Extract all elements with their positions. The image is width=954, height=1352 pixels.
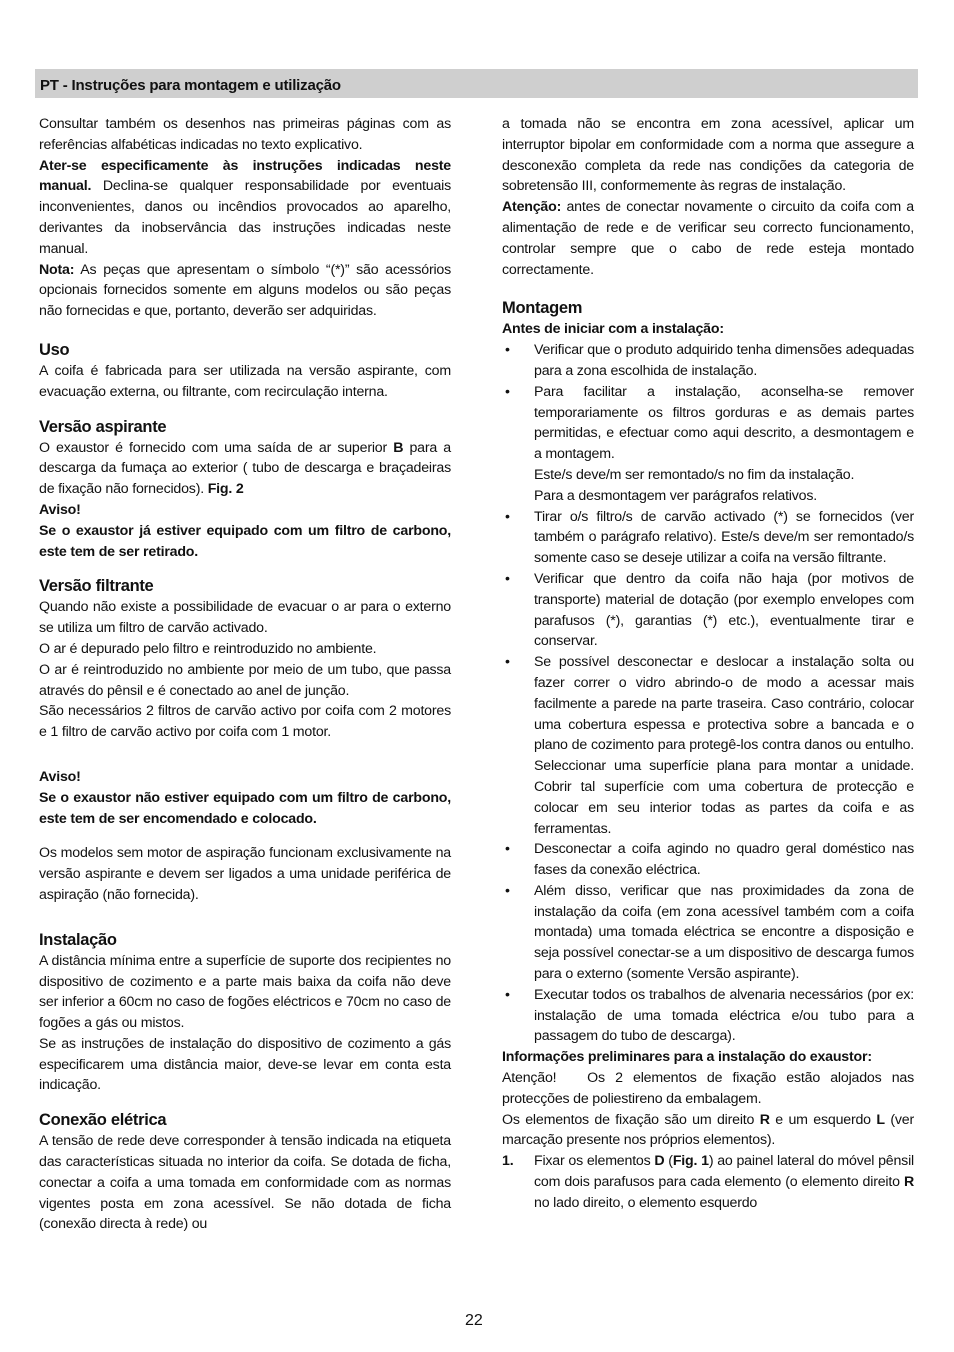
list-item: [502, 652, 914, 839]
list-item: [502, 340, 914, 382]
versao-aspirante-text: [39, 438, 451, 500]
label-l: L: [876, 1111, 885, 1128]
atencao-text: antes de conectar novamente o circuito da coifa com a alimentação de rede e de verificar seu correcto funcionamento, controlar sempre que o cabo de rede esteja montado correctamente.: [502, 199, 914, 278]
filtrante-p5: Os modelos sem motor de aspiração funcionam exclusivamente na versão aspirante e devem ser ligados a uma unidade periférica de aspiração (não fornecida).: [39, 845, 451, 903]
prelim-text-c: (ver marcação presente nos próprios elementos).: [502, 1111, 914, 1149]
montagem-subtitle: Antes de iniciar com a instalação:: [502, 321, 724, 338]
bullet-mark: •: [505, 570, 510, 587]
list-item-text: Executar todos os trabalhos de alvenaria necessários (por ex: instalação de uma tomada eléctrica e/ou tubo para a passagem do tubo de descarga).: [534, 986, 914, 1045]
fig-reference: Fig. 2: [207, 481, 244, 498]
list-item: [502, 382, 914, 507]
conexao-p1-continued: a tomada não se encontra em zona acessível, aplicar um interruptor bipolar em conformidade com a norma que assegure a desconexão completa da rede nas condições da categoria de sobretensão III, conformemente às regras de instalação.: [502, 116, 914, 195]
bullet-mark: •: [505, 841, 510, 858]
intro-paragraph: Consultar também os desenhos nas primeiras páginas com as referências alfabéticas indicadas no texto explicativo.: [39, 116, 451, 153]
bullet-mark: •: [505, 654, 510, 671]
filtrante-p2: O ar é depurado pelo filtro e reintroduzido no ambiente.: [39, 640, 377, 657]
list-item-text: Desconectar a coifa agindo no quadro geral doméstico nas fases da conexão eléctrica.: [534, 841, 914, 879]
instalacao-p1: A distância mínima entre a superfície de suporte dos recipientes no dispositivo de cozimento e a parte mais baixa da coifa não deve ser inferior a 60cm no caso de fogões eléctricos e 70cm no caso de fogões a gás ou mistos.: [39, 952, 451, 1032]
note-label: Nota:: [39, 261, 75, 278]
conexao-p1: A tensão de rede deve corresponder à tensão indicada na etiqueta das características situada no interior da coifa. Se dotada de ficha, conectar a coifa a uma tomada em conformidade com as normas vigentes posta em zona acessível. Se não dotada de ficha (conexão directa à rede) ou: [39, 1133, 451, 1233]
heading-montagem: Montagem: [502, 299, 583, 318]
step-text-c: ) ao painel lateral do móvel pênsil com dois parafusos para cada elemento (o elemento direito: [534, 1153, 914, 1191]
right-column: [502, 114, 918, 1214]
label-b: B: [393, 439, 404, 456]
list-item-text: Tirar o/s filtro/s de carvão activado (*) se fornecidos (ver também o parágrafo relativo). Este/s deve/m ser remontado/s somente caso se deseje utilizar a coifa na versão filtrante.: [534, 508, 914, 567]
aspirante-text-2: para a descarga da fumaça ao exterior ( tubo de descarga e braçadeiras de fixação não fornecidos).: [39, 439, 451, 498]
instalacao-p2: Se as instruções de instalação do dispositivo de cozimento a gás especificarem uma distância maior, deve-se levar em conta esta indicação.: [39, 1035, 451, 1094]
label-r: R: [759, 1111, 770, 1128]
heading-uso: Uso: [39, 340, 70, 359]
heading-conexao-eletrica: Conexão elétrica: [39, 1111, 167, 1130]
step-text-b: (: [664, 1153, 673, 1170]
heading-versao-filtrante: Versão filtrante: [39, 577, 154, 596]
list-item-extra: Para a desmontagem ver parágrafos relativos.: [534, 487, 817, 504]
intro-note: [39, 260, 451, 322]
aviso-label-2: Aviso!: [39, 768, 81, 785]
uso-text: A coifa é fabricada para ser utilizada na versão aspirante, com evacuação externa, ou filtrante, com recirculação interna.: [39, 362, 451, 400]
conexao-atencao: [502, 197, 914, 280]
list-item: [502, 839, 914, 881]
list-item-text: Para facilitar a instalação, aconselha-se remover temporariamente os filtros gorduras e as demais partes permitidas, e efectuar como aqui descrito, a desmontagem e a montagem.: [534, 383, 914, 463]
section-header: [35, 69, 918, 98]
list-item-extra: Este/s deve/m ser remontado/s no fim da instalação.: [534, 466, 855, 483]
disclaimer-text: Declina-se qualquer responsabilidade por eventuais inconvenientes, danos ou incêndios provocados ao aparelho, derivantes da inobservância das instruções indicadas neste manual.: [39, 178, 451, 257]
list-item-text: Verificar que o produto adquirido tenha dimensões adequadas para a zona escolhida de instalação.: [534, 342, 914, 379]
list-item: [502, 507, 914, 569]
prelim-title: Informações preliminares para a instalação do exaustor:: [502, 1049, 872, 1066]
list-item: [502, 985, 914, 1047]
filtrante-p3: O ar é reintroduzido no ambiente por meio de um tubo, que passa através do pênsil e é conectado ao anel de junção.: [39, 661, 451, 699]
left-column: [39, 114, 451, 1235]
step-item: [502, 1151, 914, 1213]
bullet-mark: •: [505, 383, 510, 400]
label-r: R: [903, 1174, 914, 1191]
bullet-mark: •: [505, 508, 510, 525]
page-number: 22: [465, 1312, 483, 1329]
atencao-label: Atenção:: [502, 199, 562, 216]
section-title: PT - Instruções para montagem e utilização: [40, 77, 341, 94]
label-d: D: [654, 1153, 665, 1170]
step-text-d: no lado direito, o elemento esquerdo: [534, 1194, 758, 1211]
prelim-p1: Atenção! Os 2 elementos de fixação estão alojados nas protecções de poliestireno da embalagem.: [502, 1070, 918, 1107]
bullet-mark: •: [505, 882, 510, 899]
filtrante-p4: São necessários 2 filtros de carvão activo por coifa com 2 motores e 1 filtro de carvão activo por coifa com 1 motor.: [39, 703, 451, 741]
aspirante-text-1: O exaustor é fornecido com uma saída de ar superior: [39, 439, 394, 456]
list-item: [502, 569, 914, 652]
heading-versao-aspirante: Versão aspirante: [39, 417, 167, 436]
prelim-p2: [502, 1110, 914, 1152]
prelim-text-a: Os elementos de fixação são um direito: [502, 1111, 760, 1128]
aspirante-warning: Se o exaustor já estiver equipado com um filtro de carbono, este tem de ser retirado.: [39, 522, 451, 560]
intro-disclaimer: [39, 156, 451, 260]
heading-instalacao: Instalação: [39, 930, 117, 949]
list-item: [502, 881, 914, 985]
bullet-mark: •: [505, 986, 510, 1003]
step-text-a: Fixar os elementos: [534, 1153, 655, 1170]
disclaimer-bold: Ater-se especificamente às instruções indicadas neste manual.: [39, 157, 451, 195]
filtrante-p1: Quando não existe a possibilidade de evacuar o ar para o externo se utiliza um filtro de carvão activado.: [39, 599, 451, 637]
list-item-text: Além disso, verificar que nas proximidades da zona de instalação da coifa (em zona acessível também com a coifa montada) uma tomada eléctrica se encontre a disposição e seja possível conectar-se a um dispositivo de descarga fumos para o externo (somente Versão aspirante).: [534, 882, 914, 983]
bullet-mark: •: [505, 342, 510, 359]
list-item-text: Verificar que dentro da coifa não haja (por motivos de transporte) material de dotação (por exemplo envelopes com parafusos (*), garantias (*) etc.), eventualmente tirar e conservar.: [534, 570, 914, 650]
aviso-label: Aviso!: [39, 501, 81, 518]
fig-reference: Fig. 1: [672, 1153, 709, 1170]
filtrante-warning: Se o exaustor não estiver equipado com um filtro de carbono, este tem de ser encomendado e colocado.: [39, 789, 451, 827]
note-text: As peças que apresentam o símbolo “(*)” são acessórios opcionais fornecidos somente em alguns modelos ou são peças não fornecidas e que, portanto, deverão ser adquiridas.: [39, 261, 451, 320]
list-item-text: Se possível desconectar e deslocar a instalação solta ou fazer correr o vidro abrindo-o de modo a acessar mais facilmente a parede na parte traseira. Caso contrário, colocar uma cobertura espessa e protectiva sobre a bancada e o plano de cozimento para protegê-los contra danos ou entulho. Seleccionar uma superfície plana para montar a unidade. Cobrir tal superfície com uma cobertura de protecção e colocar em seu interior todas as partes da coifa e as ferramentas.: [534, 654, 914, 837]
prelim-text-b: e um esquerdo: [769, 1111, 877, 1128]
step-number: 1.: [502, 1153, 514, 1170]
